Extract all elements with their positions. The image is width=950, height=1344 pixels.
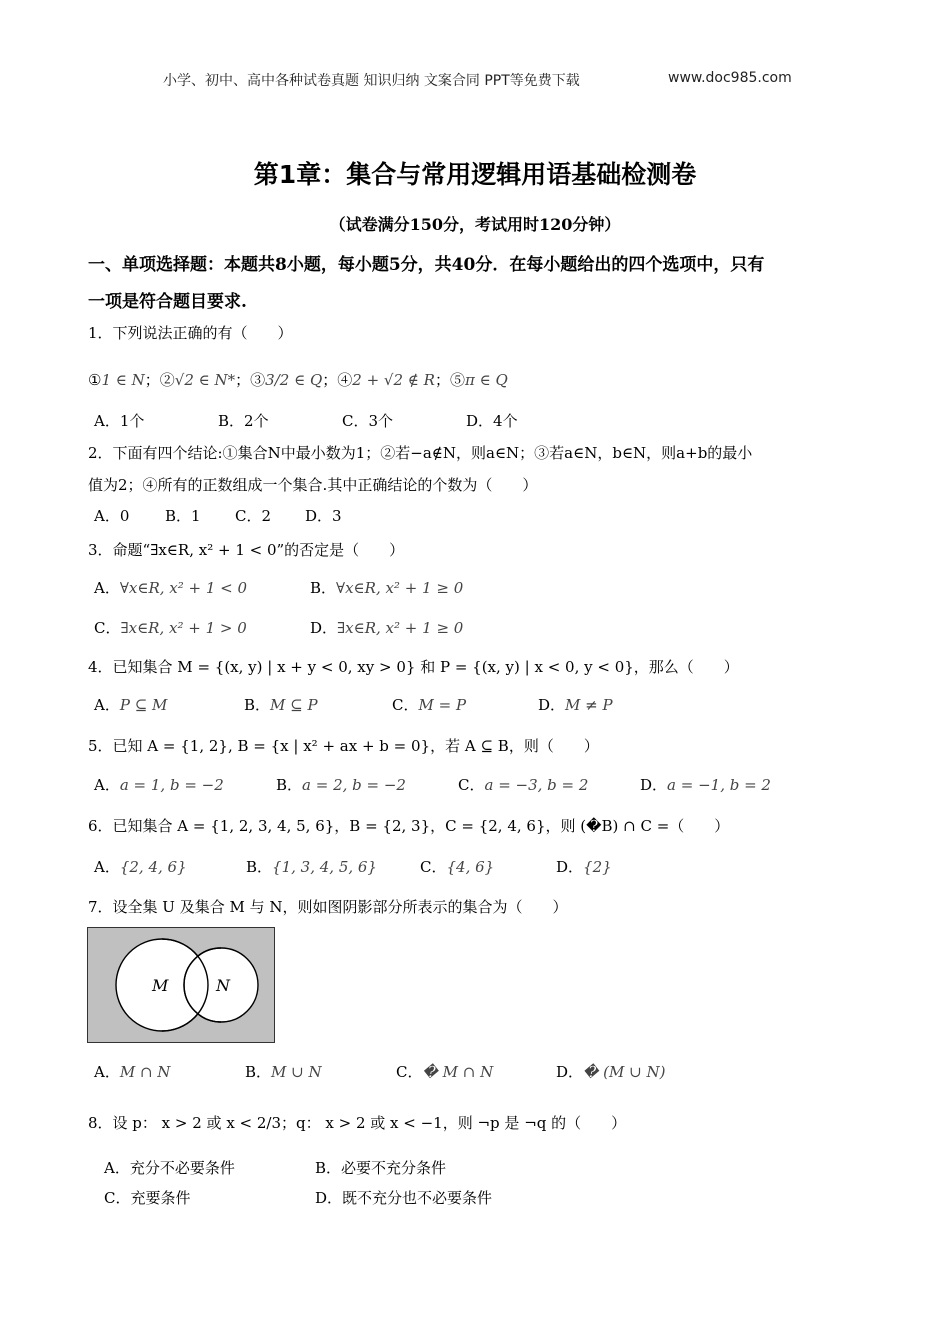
q7-option-a: A．M ∩ N (94, 1063, 171, 1081)
header-left-text: 小学、初中、高中各种试卷真题 知识归纳 文案合同 PPT等免费下载 (163, 73, 580, 89)
question-2-line1: 2．下面有四个结论:①集合N中最小数为1；②若−a∉N，则a∈N；③若a∈N，b∈N，则a+b的最小 (88, 444, 753, 462)
question-7-stem: 7．设全集 U 及集合 M 与 N，则如图阴影部分所表示的集合为（ ） (88, 898, 568, 916)
q8-option-b: B．必要不充分条件 (315, 1159, 447, 1177)
q4-option-c: C．M = P (392, 696, 467, 714)
q3-option-b: B．∀x∈R, x² + 1 ≥ 0 (310, 579, 464, 597)
q8-option-d: D．既不充分也不必要条件 (315, 1189, 493, 1207)
page-subtitle: （试卷满分150分，考试用时120分钟） (329, 215, 621, 234)
q2-option-c: C．2 (235, 507, 272, 525)
q7-option-c: C．� M ∩ N (396, 1063, 494, 1081)
q1-option-c: C．3个 (342, 412, 394, 430)
q5-option-d: D．a = −1, b = 2 (640, 776, 771, 794)
q2-option-b: B．1 (165, 507, 201, 525)
venn-diagram (87, 927, 275, 1043)
section-heading-line2: 一项是符合题目要求. (88, 292, 247, 312)
q2-option-a: A．0 (94, 507, 130, 525)
q5-option-b: B．a = 2, b = −2 (276, 776, 406, 794)
question-3-stem: 3．命题“∃x∈R, x² + 1 < 0”的否定是（ ） (88, 541, 405, 559)
question-5-stem: 5．已知 A = {1, 2}, B = {x | x² + ax + b = 0}，若 A ⊆ B，则（ ） (88, 737, 599, 755)
q4-option-b: B．M ⊆ P (244, 696, 318, 714)
question-2-line2: 值为2；④所有的正数组成一个集合.其中正确结论的个数为（ ） (88, 476, 538, 494)
q1-option-b: B．2个 (218, 412, 269, 430)
question-1-stem: 1．下列说法正确的有（ ） (88, 324, 293, 342)
page-title: 第1章：集合与常用逻辑用语基础检测卷 (253, 160, 697, 189)
q6-option-d: D．{2} (556, 858, 612, 876)
q3-option-d: D．∃x∈R, x² + 1 ≥ 0 (310, 619, 464, 637)
q5-option-a: A．a = 1, b = −2 (94, 776, 224, 794)
q6-option-a: A．{2, 4, 6} (94, 858, 187, 876)
q5-option-c: C．a = −3, b = 2 (458, 776, 589, 794)
q7-option-d: D．� (M ∪ N) (556, 1063, 666, 1081)
q1-option-a: A．1个 (94, 412, 145, 430)
header-url: www.doc985.com (668, 70, 792, 86)
question-8-stem: 8．设 p： x > 2 或 x < 2/3；q： x > 2 或 x < −1，则 ¬p 是 ¬q 的（ ） (88, 1114, 627, 1132)
question-6-stem: 6．已知集合 A = {1, 2, 3, 4, 5, 6}，B = {2, 3}，C = {2, 4, 6}，则 (�B) ∩ C =（ ） (88, 817, 730, 835)
q8-option-c: C．充要条件 (104, 1189, 191, 1207)
q7-option-b: B．M ∪ N (245, 1063, 322, 1081)
q8-option-a: A．充分不必要条件 (104, 1159, 235, 1177)
q4-option-d: D．M ≠ P (538, 696, 613, 714)
venn-label-m: M (152, 976, 169, 995)
q4-option-a: A．P ⊆ M (94, 696, 168, 714)
q6-option-c: C．{4, 6} (420, 858, 495, 876)
section-heading-line1: 一、单项选择题：本题共8小题，每小题5分，共40分．在每小题给出的四个选项中，只有 (88, 255, 765, 275)
q1-option-d: D．4个 (466, 412, 518, 430)
q6-option-b: B．{1, 3, 4, 5, 6} (246, 858, 377, 876)
q3-option-c: C．∃x∈R, x² + 1 > 0 (94, 619, 247, 637)
question-4-stem: 4．已知集合 M = {(x, y) | x + y < 0, xy > 0} 和 P = {(x, y) | x < 0, y < 0}，那么（ ） (88, 658, 739, 676)
question-1-items: ①1 ∈ N；②√2 ∈ N*；③3/2 ∈ Q；④2 + √2 ∉ R；⑤π ∈ Q (88, 371, 508, 389)
venn-label-n: N (216, 976, 230, 995)
q2-option-d: D．3 (305, 507, 342, 525)
q3-option-a: A．∀x∈R, x² + 1 < 0 (94, 579, 248, 597)
